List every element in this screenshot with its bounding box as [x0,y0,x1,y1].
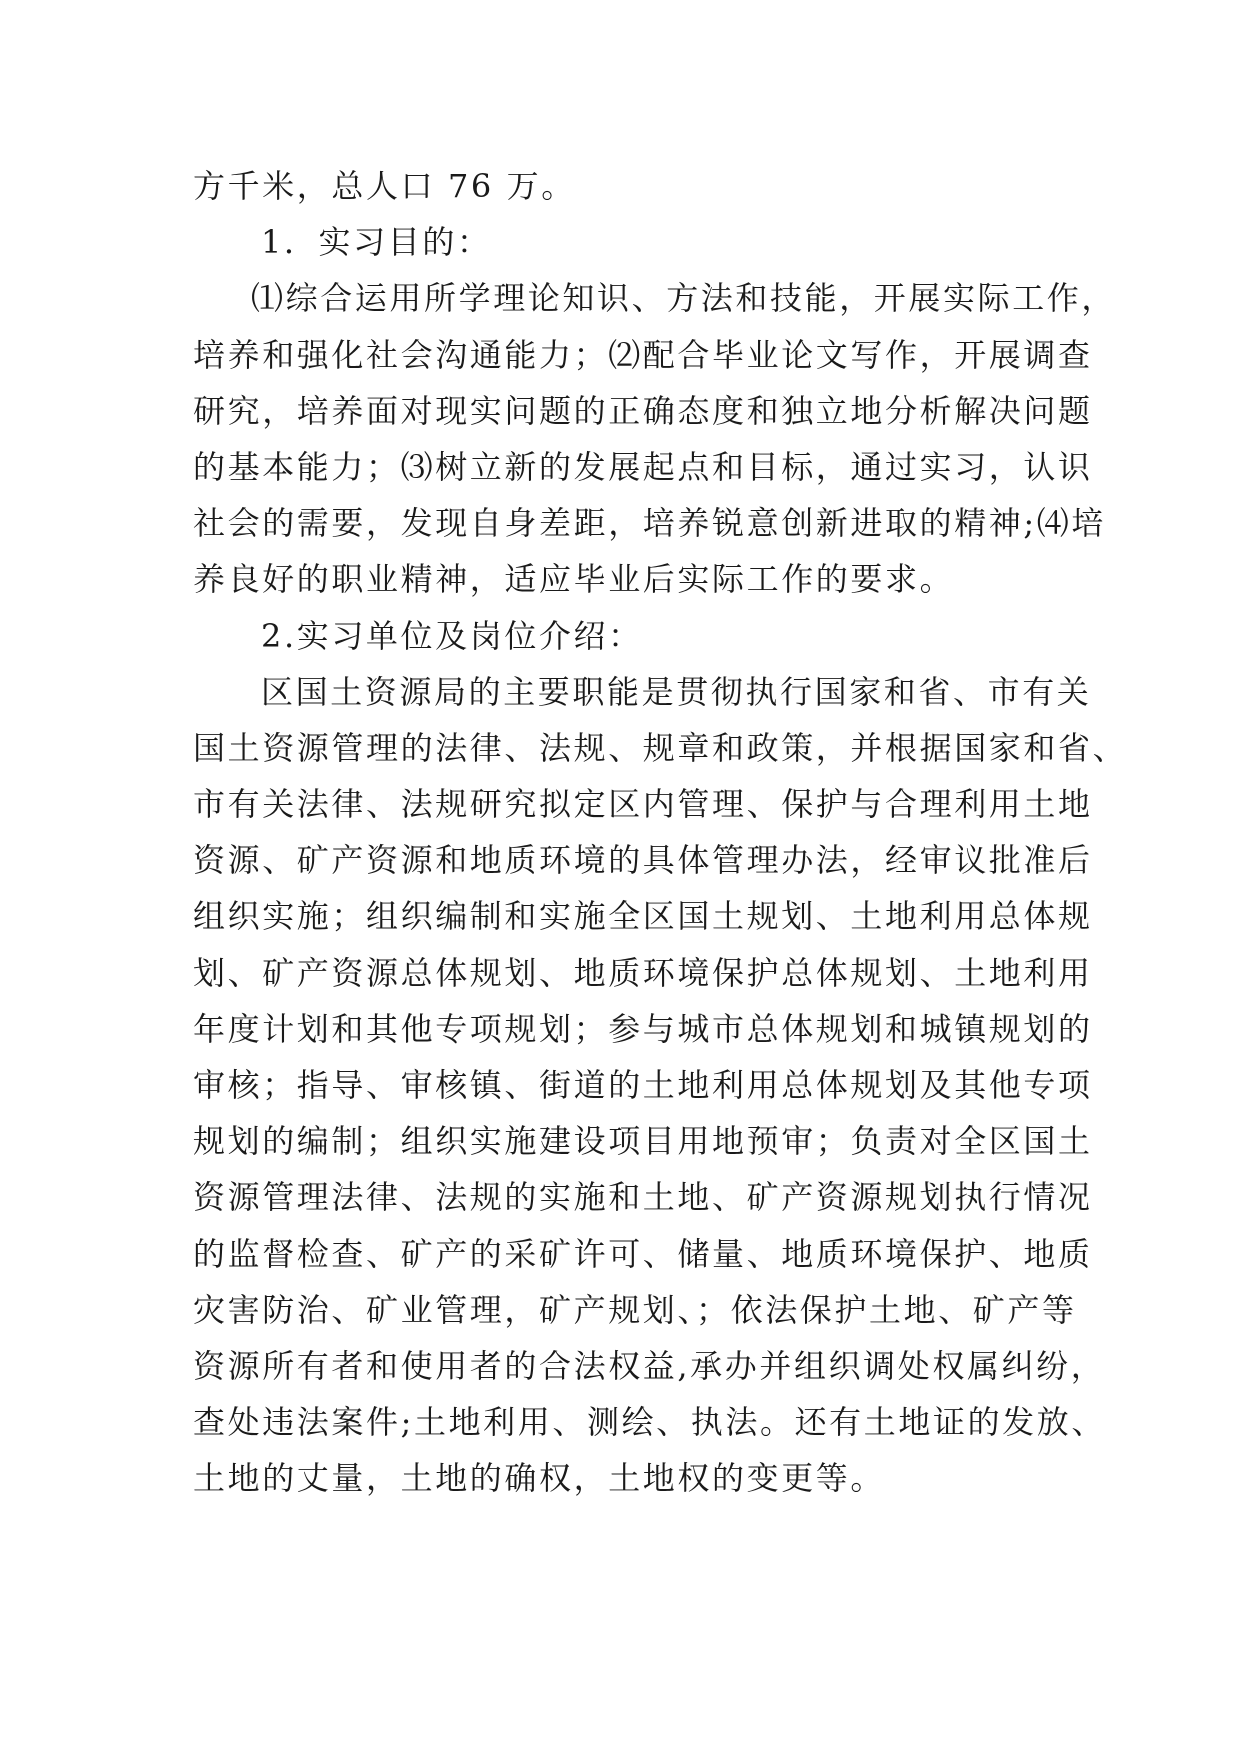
text-line: 方千米，总人口 76 万。 [193,167,576,205]
section-heading-purpose: 1．实习目的： [261,223,492,262]
text-line: 市有关法律、法规研究拟定区内管理、保护与合理利用土地 [193,785,1093,824]
text-line: 土地的丈量，土地的确权，土地权的变更等。 [193,1459,886,1498]
document-body [193,158,1128,1507]
text-line: 国土资源管理的法律、法规、规章和政策，并根据国家和省、 [193,728,1128,767]
text-line: 规划的编制；组织实施建设项目用地预审；负责对全区国土 [193,1122,1093,1161]
text-line: 资源、矿产资源和地质环境的具体管理办法，经审议批准后 [193,841,1093,880]
text-line: 资源所有者和使用者的合法权益,承办并组织调处权属纠纷， [193,1346,1106,1385]
text-line: 培养和强化社会沟通能力；⑵配合毕业论文写作，开展调查 [193,335,1093,374]
text-line: 查处违法案件;土地利用、测绘、执法。还有土地证的发放、 [193,1403,1106,1442]
text-line: 的基本能力；⑶树立新的发展起点和目标，通过实习，认识 [193,447,1093,486]
text-line: 区国土资源局的主要职能是贯彻执行国家和省、市有关 [261,672,1092,711]
section-heading-unit: 2.实习单位及岗位介绍： [261,616,643,655]
text-line: 灾害防治、矿业管理，矿产规划、；依法保护土地、矿产等 [193,1290,1077,1329]
text-line: 的监督检查、矿产的采矿许可、储量、地质环境保护、地质 [193,1234,1093,1273]
text-line: 划、矿产资源总体规划、地质环境保护总体规划、土地利用 [193,953,1093,992]
text-line: 社会的需要，发现自身差距，培养锐意创新进取的精神;⑷培 [193,504,1106,543]
text-line: ⑴综合运用所学理论知识、方法和技能，开展实际工作， [251,279,1117,318]
text-line: 审核；指导、审核镇、街道的土地利用总体规划及其他专项 [193,1066,1093,1104]
text-line: 资源管理法律、法规的实施和土地、矿产资源规划执行情况 [193,1178,1093,1217]
text-line: 年度计划和其他专项规划；参与城市总体规划和城镇规划的 [193,1009,1093,1048]
text-line: 养良好的职业精神，适应毕业后实际工作的要求。 [193,560,955,599]
text-line: 研究，培养面对现实问题的正确态度和独立地分析解决问题 [193,391,1093,430]
text-line: 组织实施；组织编制和实施全区国土规划、土地利用总体规 [193,897,1093,936]
